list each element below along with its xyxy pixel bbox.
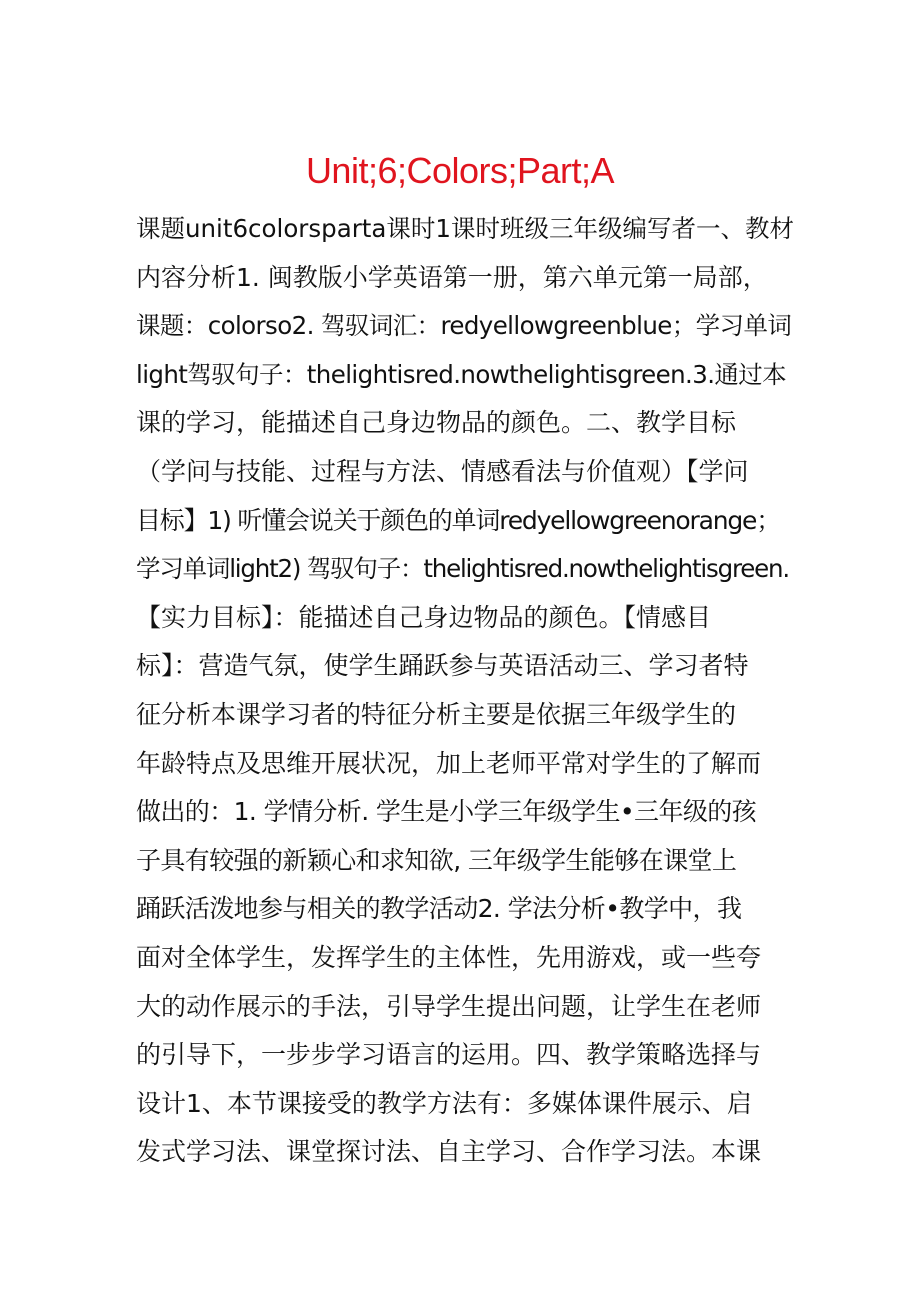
body-line-3: 课题：colorso2. 驾驭词汇：redyellowgreenblue；学习单词	[136, 311, 792, 341]
body-line-15: 踊跃活泼地参与相关的教学活动2. 学法分析•教学中，我	[136, 894, 742, 924]
body-line-2: 内容分析1. 闽教版小学英语第一册，第六单元第一局部，	[136, 262, 768, 292]
body-line-8: 学习单词light2) 驾驭句子：thelightisred.nowthelightisgreen.	[136, 554, 789, 584]
body-line-6: （学问与技能、过程与方法、情感看法与价值观）【学问	[136, 456, 749, 486]
body-line-4: light驾驭句子：thelightisred.nowthelightisgreen.3.通过本	[136, 359, 787, 389]
document-body	[136, 205, 796, 1177]
body-line-1: 课题unit6colorsparta课时1课时班级三年级编写者一、教材	[136, 214, 794, 243]
body-line-20: 发式学习法、课堂探讨法、自主学习、合作学习法。本课	[136, 1137, 762, 1167]
document-title: Unit;6;Colors;Part;A	[305, 150, 615, 191]
body-line-14: 子具有较强的新颖心和求知欲, 三年级学生能够在课堂上	[136, 845, 737, 875]
body-line-17: 大的动作展示的手法，引导学生提出问题，让学生在老师	[136, 991, 762, 1021]
body-line-12: 年龄特点及思维开展状况，加上老师平常对学生的了解而	[136, 748, 762, 778]
body-line-5: 课的学习，能描述自己身边物品的颜色。二、教学目标	[136, 408, 737, 438]
body-line-13: 做出的：1. 学情分析. 学生是小学三年级学生•三年级的孩	[136, 797, 757, 827]
body-line-7: 目标】1) 听懂会说关于颜色的单词redyellowgreenorange；	[136, 505, 780, 535]
body-line-10: 标】：营造气氛，使学生踊跃参与英语活动三、学习者特	[136, 651, 749, 681]
body-line-18: 的引导下，一步步学习语言的运用。四、教学策略选择与	[136, 1040, 762, 1070]
body-line-9: 【实力目标】：能描述自己身边物品的颜色。【情感目	[136, 602, 712, 632]
body-line-16: 面对全体学生，发挥学生的主体性，先用游戏，或一些夸	[136, 942, 762, 972]
body-line-11: 征分析本课学习者的特征分析主要是依据三年级学生的	[136, 699, 737, 729]
body-line-19: 设计1、本节课接受的教学方法有：多媒体课件展示、启	[136, 1088, 752, 1118]
